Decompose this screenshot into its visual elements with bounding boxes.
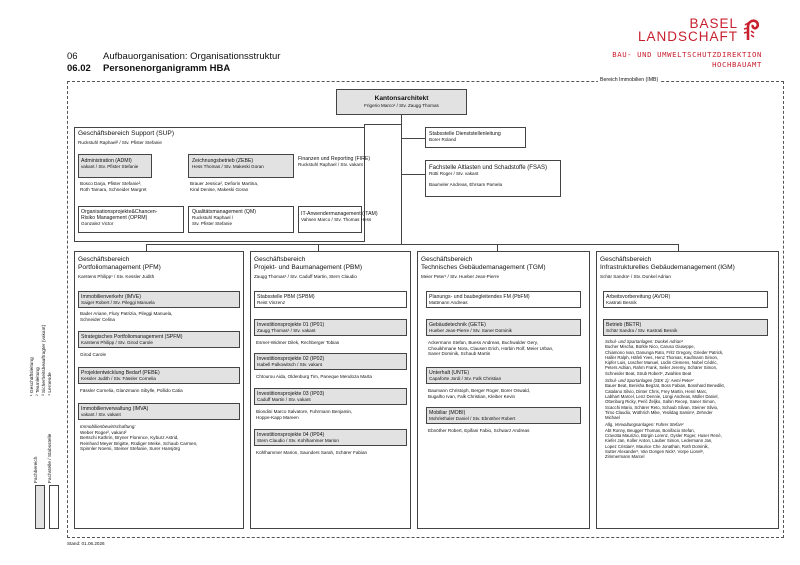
- sup-box: Geschäftsbereich Support (SUP) Ruckstuhl Raphael² / Stv. Pfister Stefanie: [74, 127, 365, 242]
- mobi-members: Ebnöther Robert, Epifani Fabio, Schwarz Andreas: [428, 428, 530, 433]
- admi-members: Bosco Darja, Pfister Stefanie², Roth Tamara, Schneider Margret: [80, 181, 147, 192]
- section-title: Personenorganigramm HBA: [103, 63, 231, 74]
- connector: [146, 244, 678, 245]
- imve-members: Bader Ariane, Flury Patrizia, Pileggi Manuela, Schneider Celina: [80, 311, 173, 322]
- unit-imve: Immobilienverkehr (IMVE) Saiger Robert / Stv. Pileggi Manuela: [78, 291, 240, 308]
- legend-swatch-fachbereich: [35, 485, 45, 529]
- chapter-number: 06: [67, 51, 78, 62]
- connector: [318, 244, 319, 251]
- unit-ip01: Investitionsprojekte 01 (IP01) Zaugg Thomas¹ / Stv. vakant: [254, 319, 407, 336]
- legend-label-fachstelle: Fachstelle / Stabsstelle: [48, 433, 53, 483]
- unit-qm: Qualitätsmanagement (QM) Ruckstuhl Raphael / Stv. Pfister Stefanie: [188, 206, 294, 233]
- legend-note-3: ³ Sicherheitsbeauftragter (vakant): [42, 324, 47, 396]
- igm-box: Geschäftsbereich Infrastrukturelles Gebäudemanagement (IGM) Schär Sandra¹ / Stv. Dunkel Adrian: [596, 251, 779, 529]
- unit-mobi: Mobiliar (MOBI) Mohrlethaler Daniel / Stv. Ebnöther Robert: [426, 407, 581, 424]
- connector: [364, 124, 401, 125]
- connector: [401, 174, 425, 175]
- unit-zebe: Zeichnungsbetrieb (ZEBE) Hess Thomas / Stv. Makeski Goran: [188, 154, 294, 178]
- ip04-members: Kohlhammer Marion, Saunders Sarah, Schärer Fabian: [256, 450, 368, 455]
- unit-unte: Unterhalt (UNTE) Capaforte Jordi / Stv. Falk Christian: [426, 367, 581, 384]
- area-label: Bereich Immobilien (IMB): [600, 77, 659, 83]
- brand-logo-text: BASEL LANDSCHAFT: [637, 16, 738, 44]
- betr-members: Schul- und Spartanlagen: Dunkel Adrian² Bucher Mischa, Bürkle Nico, Caruso Giuseppe, Chiamono Ivan, Danunga Rato, Fritz Gregory, Grieder Patrick, Haller Ralph, Häfeli Yves, Henz Thomas, Kaufmann Simon, Kipfer Luis, Lüscher Manuel, Lüdin Clemens, Nobel Cédric, Peters Adrian, Rahm Frank, Seiler Jeremy, Schärer Simon, Schneider Beat, Strub Robert², Zwahlen Beat Schul- und Sportanlagen (SEK 1): Aemi Peter² Bauer Beat, Benisha Begzat, Boss Fabian, Bosshard Benedikt, Catalano Silvio, Dinter Chris, Frey Martin, Henri Marc, Labhart Marcel, Lenz Dennie, Lüngi Andreas, Müller Daniel, Ottenburg Ricky, Perić Željko, Sahin Recep, Saner Simon, Scacchi Mario, Schärer Reto, Schaub Silvan, Steiner Silvio, Timo Claudio, Wüthrich Mike, Yesildag Samim², Zehnder Michael Allg. Verwaltungsanlagen: Fuhrer Stefan² Abt Ronny, Beugger Thomas, Bonifacio Stefan, Cravotta Maurizio, Bürgin Lorenz, Gysler Roger, Huser René, Kiefer Jan, Koller Anton, Lauber Simon, Ledermann Jan, Lopez Cristian², Maurice Che Jonathan, Roth Dominik, Sutter Alexander², Van Dongen Nick², Vorpe Lionel², Zimmermann Marcel: [605, 339, 725, 460]
- unit-ip03: Investitionsprojekte 03 (IP03) Caduff Martin / Stv. vakant: [254, 388, 407, 405]
- unit-pbfm: Planungs- und baubegleitendes FM (PbFM) Mattmann Andreas: [426, 291, 581, 308]
- connector: [401, 138, 425, 139]
- tgm-box: Geschäftsbereich Technisches Gebäudemanagement (TGM) Meier Peter¹ / Stv. Hueber Jean-Pierre: [417, 251, 590, 529]
- unit-oprm: Organisationsprojekte&Chancen- Risiko Management (OPRM) Gonzalez Victor: [78, 206, 184, 233]
- section-number: 06.02: [67, 63, 91, 74]
- connector: [401, 115, 402, 244]
- unit-admi: Administration (ADMI) vakant / Stv. Pfister Stefanie: [78, 154, 152, 178]
- imva-members: Immobilienbewirtschaftung: Weber Roger², vakant² Bertschi Kathrin, Bryner Florence, Kyburz Astrid, Reinhard Meyer Brigitte, Rüdiger Meike, Schaub Carmen, Spinnler Noemi, Steiner Stefanie, Surer Hansjörg: [80, 424, 198, 452]
- spfm-members: Girod Carole: [80, 352, 107, 357]
- unit-betr: Betrieb (BETR) Schär Sandra / Stv. Kastrati Besnik: [603, 319, 768, 336]
- ip02-members: Chtourou Aida, Oldenburg Tim, Paneque Mendoza Marta: [256, 374, 372, 379]
- legend-label-fachbereich: Fachbereich: [34, 456, 39, 483]
- ip01-members: Esmer-Widmer Dilek, Rechberger Tobias: [256, 340, 340, 345]
- unit-pebe: Projektentwicklung Bedarf (PEBE) Kessler Judith / Stv. Fässler Cornelia: [78, 367, 240, 384]
- pfm-box: Geschäftsbereich Portfoliomanagement (PFM) Karstens Philipp¹ / Stv. Kessler Judith: [74, 251, 244, 529]
- legend-note-1: ¹ Geschäftsleitung: [30, 357, 35, 396]
- pebe-members: Fässler Cornelia, Glanzmann Sibylle, Pollido Catia: [80, 388, 183, 393]
- unit-ip02: Investitionsprojekte 02 (IP02) Isabell Palkowitsch / Stv. vakant: [254, 353, 407, 370]
- unit-itam: IT-Anwendermanagement (ITAM) Vahsen Marco / Stv. Thomas Hess: [298, 206, 362, 233]
- legend-note-2: ² Teamleitung: [36, 367, 41, 396]
- connector: [497, 244, 498, 251]
- legend-note-4: ⁴ Lernende: [48, 372, 53, 396]
- brand-crozier-icon: [740, 18, 762, 47]
- pbm-box: Geschäftsbereich Projekt- und Baumanagement (PBM) Zaugg Thomas¹ / Stv. Caduff Martin, Stern Claudio: [250, 251, 411, 529]
- kantonsarchitekt-box: Kantonsarchitekt Frigerio Marco¹ / Stv. Zaugg Thomas: [336, 89, 467, 115]
- unit-fire: Finanzen und Reporting (FIRE) Ruckstuhl Raphael / Stv. vakant: [298, 156, 371, 168]
- fsas-box: Fachstelle Altlasten und Schadstoffe (FSAS) Rütti Roger / Stv. vakant Baumeler Andreas, Ehrsam Pamela: [425, 160, 561, 197]
- zebe-members: Brauer Jessica², Defiorin Martina, Kiral Denise, Makeski Goran: [190, 181, 259, 192]
- unit-spbm: Stabsstelle PBM (SPBM) Reist Vinzenz: [254, 291, 407, 308]
- footer-date: Stand: 01.06.2026: [67, 541, 105, 546]
- unit-gete: Gebäudetechnik (GETE) Hueber Jean-Pierre / Stv. Saner Dominik: [426, 319, 581, 336]
- connector: [146, 244, 147, 251]
- staff-box: Stabsstelle Dienststellenleitung Borer Roland: [425, 127, 526, 148]
- unit-avor: Arbeitsvorbereitung (AVOR) Kastrati Besnik: [603, 291, 768, 308]
- unit-imva: Immobilienverwaltung (IMVA) vakant / Stv. vakant: [78, 403, 240, 420]
- legend-swatch-fachstelle: [49, 485, 59, 529]
- unte-members: Baumann Christoph, Berger Roger, Borer Oswald, Bugalho Ivan, Falk Christian, Kleiber Kevin: [428, 388, 531, 399]
- unit-spfm: Strategisches Portfoliomanagement (SPFM) Karstens Philipp / Stv. Girod Carole: [78, 331, 240, 348]
- chapter-title: Aufbauorganisation: Organisationsstruktur: [103, 51, 281, 62]
- gete-members: Ackermann Stefan, Buess Andreas, Buchwalder Gery, Chouikhmane Nora, Clausen Erich, Hürbin Rolf, Meier Urban, Saner Dominik, Schaub Martin: [428, 340, 554, 357]
- connector: [678, 244, 679, 251]
- brand-department: BAU- UND UMWELTSCHUTZDIREKTION HOCHBAUAMT: [612, 50, 762, 69]
- unit-ip04: Investitionsprojekte 04 (IP04) Stern Claudio / Stv. Kohlhammer Marion: [254, 429, 407, 446]
- ip03-members: Biondini Marco Salvatore, Fuhrmann Benjamin, Hoppe-Kapp Mareen: [256, 409, 353, 420]
